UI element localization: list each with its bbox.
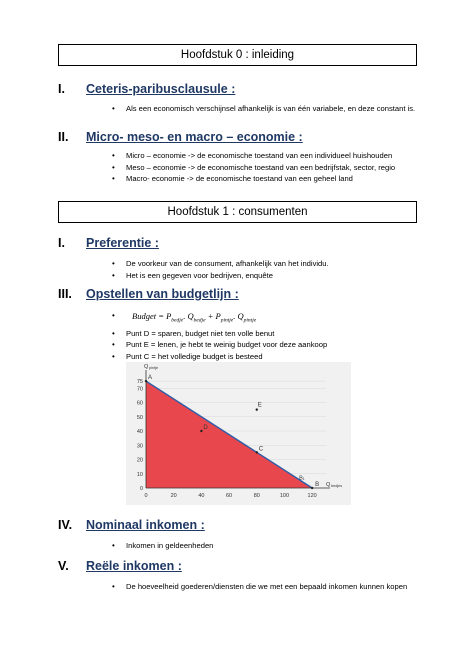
section-micro-meso-macro (58, 127, 434, 185)
bullet-icon: • (112, 541, 115, 550)
list-item: • Macro- economie -> de economische toestand van een geheel land (112, 174, 353, 183)
y-tick-label: 50 (136, 414, 143, 421)
section-nominaal-inkomen (58, 515, 434, 552)
list-item: • Als een economisch verschijnsel afhankelijk is van één variabele, en deze constant is. (112, 104, 416, 113)
x-tick-label: 100 (279, 493, 290, 499)
x-tick-label: 20 (170, 493, 177, 499)
section-number: III. (58, 287, 72, 301)
y-axis-label: Q (144, 364, 149, 370)
budget-line-chart (126, 362, 351, 505)
annotation-b1: B₁ (299, 475, 305, 482)
section-title: Opstellen van budgetlijn : (86, 287, 239, 301)
bullet-list (58, 150, 434, 185)
list-item: • Inkomen in geldeenheden (112, 541, 214, 550)
y-tick-label: 20 (136, 457, 143, 464)
point-label-b: B (315, 482, 320, 488)
list-item: • Punt D = sparen, budget niet ten volle benut (112, 328, 275, 338)
bullet-icon: • (112, 151, 115, 160)
section-preferentie (58, 233, 434, 281)
point-label-a: A (148, 375, 153, 382)
list-item-formula (58, 309, 434, 328)
section-reele-inkomen (58, 556, 434, 593)
chapter-1-title: Hoofdstuk 1 : consumenten (58, 201, 417, 223)
section-number: I. (58, 236, 65, 250)
bullet-icon: • (112, 582, 115, 591)
point-label-d: D (203, 425, 208, 431)
chart-svg (126, 362, 351, 505)
bullet-icon: • (112, 311, 115, 320)
x-tick-label: 40 (198, 493, 205, 499)
bullet-icon: • (112, 340, 115, 350)
point-label-e: E (257, 402, 262, 409)
section-number: V. (58, 559, 69, 573)
section-title: Reële inkomen : (86, 559, 182, 573)
y-tick-label: 75 (136, 379, 143, 386)
x-tick-label: 0 (144, 493, 148, 499)
section-ceteris-paribus (58, 79, 434, 115)
section-number: I. (58, 82, 65, 96)
section-title: Preferentie : (86, 236, 159, 250)
point-a (145, 380, 147, 382)
list-item: • Meso – economie -> de economische toestand van een bedrijfstak, sector, regio (112, 162, 396, 172)
bullet-icon: • (112, 328, 115, 338)
budget-formula: Budget = $P_{bedje}$. $Q_{bedje} + P_{pintje}$. $Q_{pintje}$ (132, 311, 257, 324)
bullet-icon: • (112, 351, 115, 361)
bullet-icon: • (112, 259, 115, 268)
bullet-list (58, 540, 434, 552)
list-item: • De hoeveelheid goederen/diensten die we met een bepaald inkomen kunnen kopen (112, 582, 408, 591)
y-axis-label-sub: pintje (149, 366, 159, 370)
point-label-c: C (258, 446, 264, 453)
list-item: • Punt E = lenen, je hebt te weinig budget voor deze aankoop (112, 340, 328, 350)
section-number: IV. (58, 518, 73, 532)
point-b (311, 487, 313, 489)
chapter-0-title: Hoofdstuk 0 : inleiding (58, 44, 417, 66)
point-e (256, 408, 258, 410)
x-axis-label-sub: bedjes (331, 484, 343, 488)
section-title: Micro- meso- en macro – economie : (86, 130, 303, 144)
y-tick-label: 70 (136, 386, 143, 393)
bullet-list (58, 309, 434, 362)
point-c (256, 451, 258, 453)
bullet-icon: • (112, 104, 115, 113)
y-tick-label: 0 (139, 486, 143, 492)
y-tick-label: 40 (136, 429, 143, 435)
bullet-icon: • (112, 270, 115, 280)
x-tick-label: 120 (307, 493, 317, 499)
section-title: Ceteris-paribusclausule : (86, 82, 236, 96)
x-tick-label: 80 (253, 493, 260, 499)
section-title: Nominaal inkomen : (86, 518, 205, 532)
list-item: • Het is een gegeven voor bedrijven, enquête (112, 270, 273, 280)
bullet-icon: • (112, 174, 115, 183)
section-budgetlijn (58, 284, 434, 362)
bullet-icon: • (112, 162, 115, 172)
y-tick-label: 10 (136, 471, 143, 478)
y-tick-label: 30 (136, 443, 143, 450)
x-tick-label: 60 (226, 493, 233, 499)
y-tick-label: 60 (136, 400, 143, 407)
list-item: • Punt C = het volledige budget is besteed (112, 351, 263, 361)
x-axis-label: Q (326, 482, 331, 488)
list-item: • De voorkeur van de consument, afhankelijk van het individu. (112, 259, 329, 268)
bullet-list (58, 258, 434, 281)
bullet-list (58, 581, 426, 593)
point-d (200, 430, 202, 432)
bullet-list (58, 103, 434, 115)
list-item: • Micro – economie -> de economische toestand van een individueel huishouden (112, 151, 393, 160)
section-number: II. (58, 130, 69, 144)
